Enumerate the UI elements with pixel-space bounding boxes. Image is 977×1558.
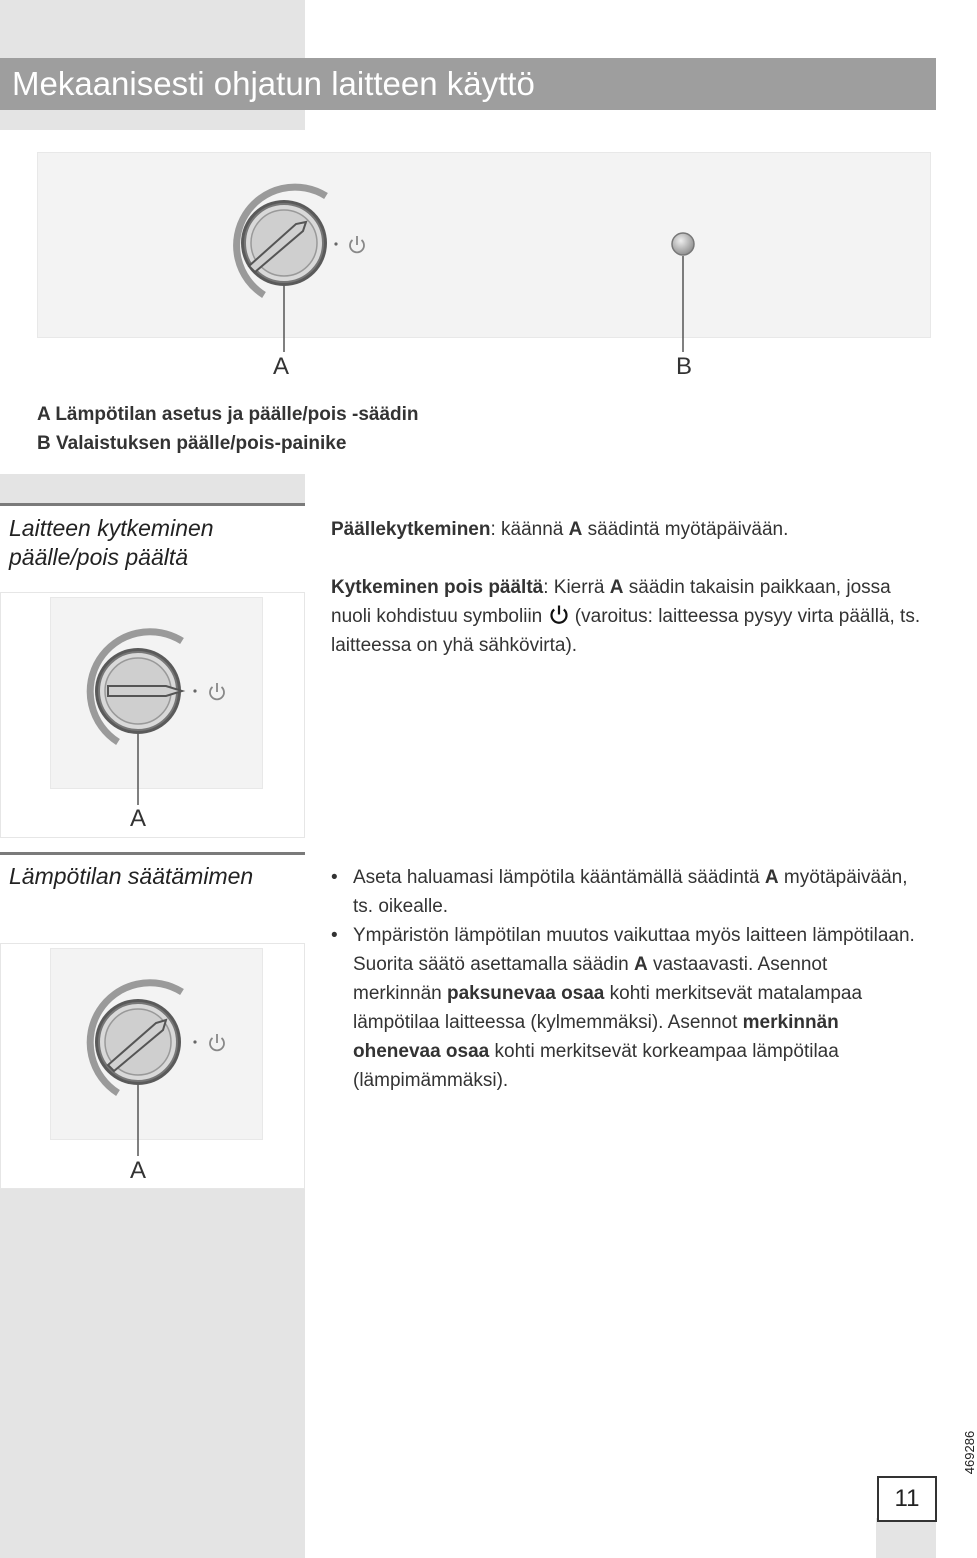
- label-b: B: [676, 353, 693, 380]
- page-number: 11: [877, 1476, 937, 1522]
- section-divider: [0, 503, 305, 506]
- text: kohti merkitsevät korkeampaa lämpötilaa (lämpimämmäksi).: [353, 1041, 839, 1091]
- power-symbol-icon: [548, 604, 570, 626]
- text: säädin takaisin paikkaan, jossa nuoli kohdistuu symboliin: [331, 577, 891, 627]
- appliance-panel: [37, 152, 931, 338]
- page-title: Mekaanisesti ohjatun laitteen käyttö: [12, 65, 535, 102]
- text: Aseta haluamasi lämpötila kääntämällä säädintä: [353, 867, 765, 888]
- legend: [37, 400, 419, 458]
- control-knob-temperature-diagram: [78, 978, 218, 1158]
- light-button-diagram: [668, 230, 698, 354]
- legend-item: [37, 400, 419, 429]
- power-symbol-icon: [206, 1032, 228, 1054]
- term-switch-on: Päällekytkeminen: [331, 519, 491, 540]
- side-column-bottom: [0, 1189, 305, 1558]
- section-on-off-body: [331, 515, 921, 660]
- section-title-on-off: [9, 514, 214, 572]
- text: : käännä: [490, 519, 569, 540]
- ref-a: A: [764, 867, 779, 888]
- legend-text: Lämpötilan asetus ja päälle/pois -säädin: [55, 404, 419, 425]
- text: säädintä myötäpäivään.: [582, 519, 789, 540]
- side-column-band: [0, 474, 305, 505]
- legend-letter: B: [37, 433, 51, 454]
- control-knob-off-diagram: [78, 627, 218, 807]
- section-divider: [0, 852, 305, 855]
- text: kohti merkitsevät matalampaa lämpötilaa laitteessa (kylmemmäksi). Asennot: [353, 983, 863, 1033]
- term-thicker-part: paksunevaa osaa: [447, 983, 605, 1004]
- power-symbol-icon: [346, 234, 368, 256]
- list-item: [331, 921, 921, 1095]
- ref-a: A: [568, 519, 583, 540]
- paragraph-switch-on: [331, 515, 921, 544]
- label-a: A: [130, 1157, 147, 1184]
- section-title-line: Laitteen kytkeminen: [9, 515, 214, 541]
- document-code: 469286: [962, 1430, 977, 1475]
- text: (varoitus: laitteessa pysyy virta päällä, ts. laitteessa on yhä sähkövirta).: [331, 606, 921, 656]
- text: : Kierrä: [543, 577, 610, 598]
- control-knob-diagram: [220, 180, 380, 360]
- legend-letter: A: [37, 404, 51, 425]
- section-title-temperature: Lämpötilan säätämimen: [9, 863, 254, 889]
- term-switch-off: Kytkeminen pois päältä: [331, 577, 544, 598]
- text: vastaavasti. Asennot merkinnän: [353, 954, 828, 1004]
- legend-item: [37, 429, 419, 458]
- legend-text: Valaistuksen päälle/pois-painike: [56, 433, 347, 454]
- term-thinner-part: merkinnän ohenevaa osaa: [353, 1012, 839, 1062]
- ref-a: A: [609, 577, 624, 598]
- section-temperature-body: [331, 863, 921, 1095]
- power-symbol-icon: [206, 681, 228, 703]
- section-title-line: päälle/pois päältä: [9, 544, 189, 570]
- text: Ympäristön lämpötilan muutos vaikuttaa myös laitteen lämpötilaan. Suorita säätö asettamalla säädin: [353, 925, 915, 975]
- ref-a: A: [633, 954, 648, 975]
- paragraph-switch-off: [331, 573, 921, 660]
- list-item: [331, 863, 921, 921]
- label-a: A: [273, 353, 290, 380]
- text: myötäpäivään, ts. oikealle.: [353, 867, 908, 917]
- label-a: A: [130, 805, 147, 832]
- page-tab: [876, 1518, 936, 1558]
